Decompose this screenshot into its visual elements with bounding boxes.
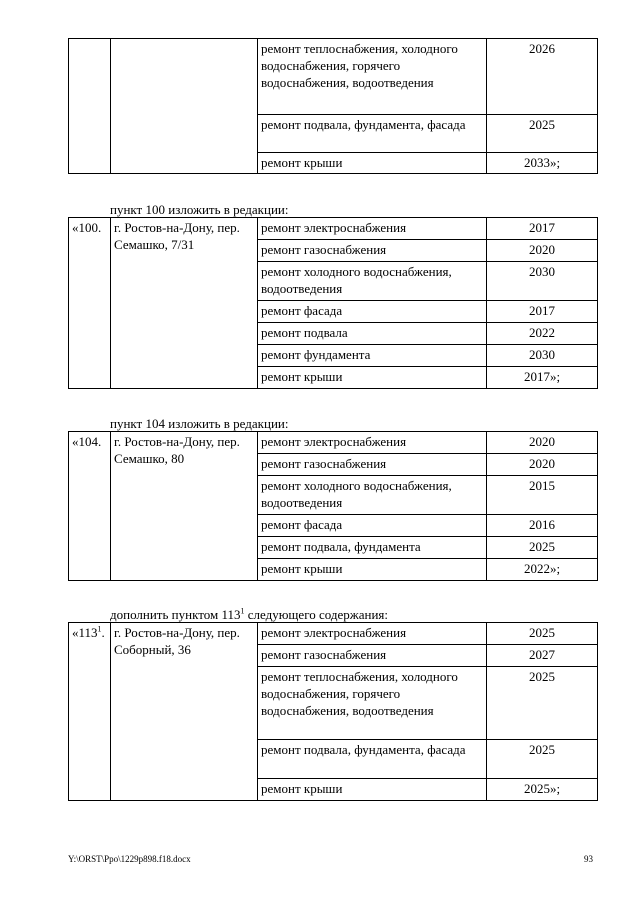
year-cell: 2025 — [487, 740, 598, 779]
year-cell: 2020 — [487, 240, 598, 262]
item-number-cell: «104. — [69, 432, 111, 581]
work-cell: ремонт газоснабжения — [258, 240, 487, 262]
intro-text: следующего содержания: — [244, 607, 388, 622]
work-cell: ремонт газоснабжения — [258, 645, 487, 667]
work-cell: ремонт электроснабжения — [258, 432, 487, 454]
item-104-table — [68, 431, 598, 581]
item-100-table — [68, 217, 598, 389]
address-cell — [111, 39, 258, 174]
year-cell: 2015 — [487, 476, 598, 515]
table-row — [69, 432, 598, 454]
item-number-cell — [69, 623, 111, 801]
work-cell: ремонт газоснабжения — [258, 454, 487, 476]
item-number-superscript: 1 — [97, 624, 102, 634]
item-number-cell: «100. — [69, 218, 111, 389]
year-cell: 2017 — [487, 301, 598, 323]
year-cell: 2025 — [487, 537, 598, 559]
year-cell: 2016 — [487, 515, 598, 537]
file-path: Y:\ORST\Ppo\1229p898.f18.docx — [68, 854, 191, 864]
work-cell: ремонт подвала — [258, 323, 487, 345]
work-cell: ремонт теплоснабжения, холодного водоснабжения, горячего водоснабжения, водоотведения — [258, 39, 487, 115]
work-cell: ремонт электроснабжения — [258, 623, 487, 645]
year-cell: 2022»; — [487, 559, 598, 581]
work-cell: ремонт фасада — [258, 515, 487, 537]
item-113-1-table — [68, 622, 598, 801]
year-cell: 2027 — [487, 645, 598, 667]
work-cell: ремонт крыши — [258, 153, 487, 174]
year-cell: 2025 — [487, 115, 598, 153]
work-cell: ремонт подвала, фундамента — [258, 537, 487, 559]
year-cell: 2026 — [487, 39, 598, 115]
work-cell: ремонт электроснабжения — [258, 218, 487, 240]
section-intro-113-1 — [110, 606, 388, 623]
table-row — [69, 218, 598, 240]
address-cell: г. Ростов-на-Дону, пер. Соборный, 36 — [111, 623, 258, 801]
year-cell: 2020 — [487, 432, 598, 454]
work-cell: ремонт крыши — [258, 779, 487, 801]
work-cell: ремонт холодного водоснабжения, водоотведения — [258, 262, 487, 301]
year-cell: 2033»; — [487, 153, 598, 174]
item-number-text: «113 — [72, 625, 98, 640]
work-cell: ремонт подвала, фундамента, фасада — [258, 115, 487, 153]
item-number-text: . — [101, 625, 105, 640]
year-cell: 2025 — [487, 667, 598, 740]
intro-superscript: 1 — [240, 606, 245, 616]
work-cell: ремонт теплоснабжения, холодного водоснабжения, горячего водоснабжения, водоотведения — [258, 667, 487, 740]
table-row — [69, 39, 598, 115]
table-row — [69, 623, 598, 645]
year-cell: 2025 — [487, 623, 598, 645]
page-number: 93 — [584, 854, 593, 864]
year-cell: 2025»; — [487, 779, 598, 801]
work-cell: ремонт фундамента — [258, 345, 487, 367]
work-cell: ремонт крыши — [258, 559, 487, 581]
year-cell: 2022 — [487, 323, 598, 345]
work-cell: ремонт фасада — [258, 301, 487, 323]
address-cell: г. Ростов-на-Дону, пер. Семашко, 80 — [111, 432, 258, 581]
section-intro-100: пункт 100 изложить в редакции: — [110, 202, 289, 217]
year-cell: 2017»; — [487, 367, 598, 389]
work-cell: ремонт крыши — [258, 367, 487, 389]
year-cell: 2030 — [487, 345, 598, 367]
year-cell: 2020 — [487, 454, 598, 476]
intro-text: дополнить пунктом 113 — [110, 607, 241, 622]
section-intro-104: пункт 104 изложить в редакции: — [110, 416, 289, 431]
work-cell: ремонт холодного водоснабжения, водоотведения — [258, 476, 487, 515]
address-cell: г. Ростов-на-Дону, пер. Семашко, 7/31 — [111, 218, 258, 389]
item-number-cell — [69, 39, 111, 174]
continuation-table — [68, 38, 598, 174]
work-cell: ремонт подвала, фундамента, фасада — [258, 740, 487, 779]
year-cell: 2017 — [487, 218, 598, 240]
year-cell: 2030 — [487, 262, 598, 301]
